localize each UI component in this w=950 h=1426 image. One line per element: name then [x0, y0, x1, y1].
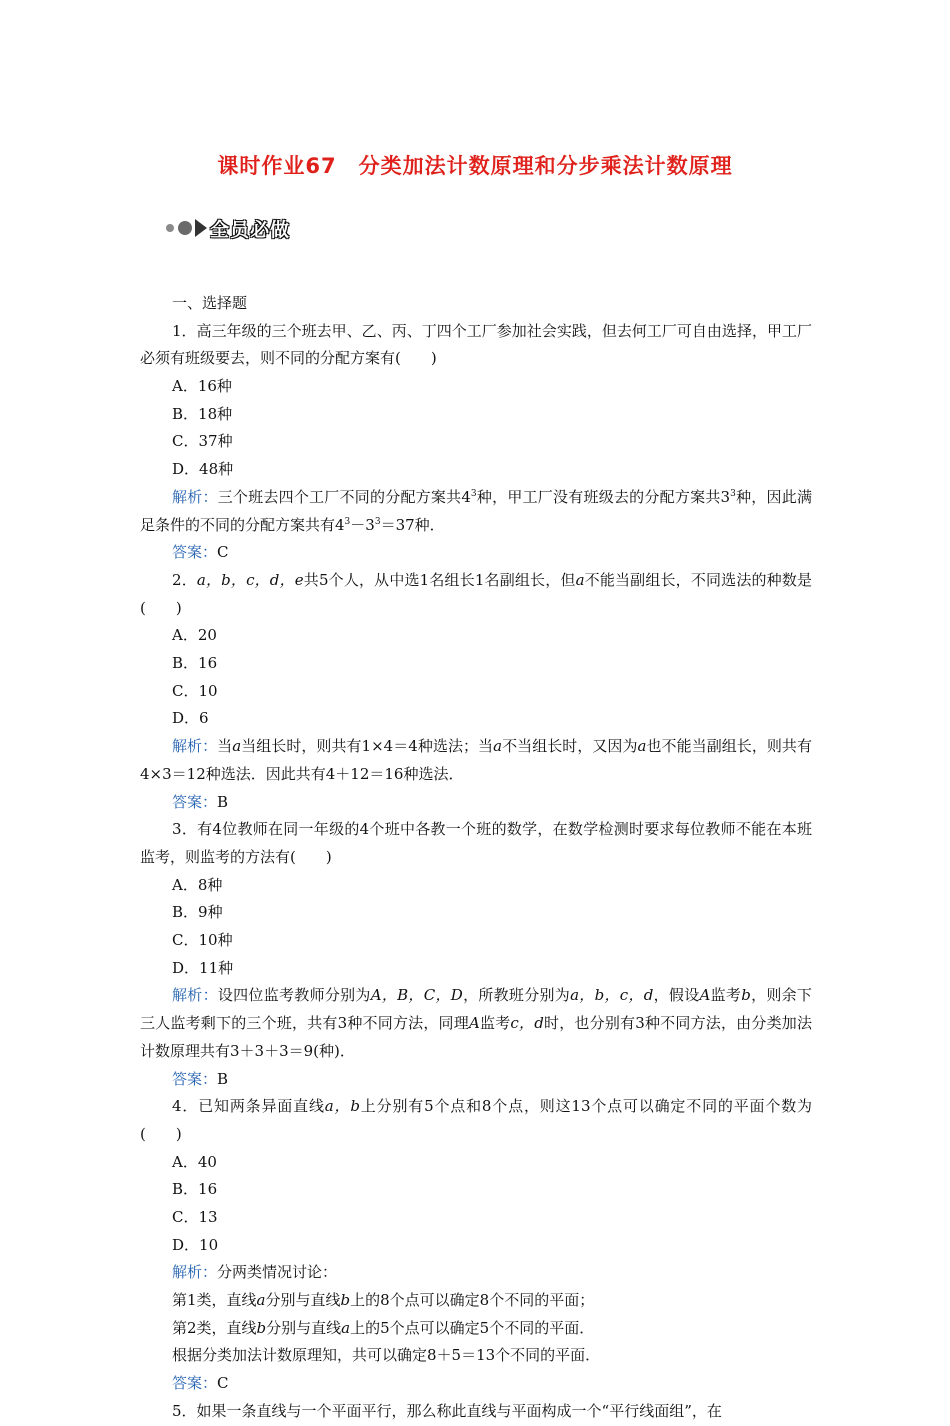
question-3-answer: [140, 1066, 812, 1094]
solution-label: 解析：: [172, 986, 218, 1005]
question-3-solution: 解析：设四位监考教师分别为A，B，C，D，所教班分别为a，b，c，d，假设A监考b，则余下三人监考剩下的三个班，共有3种不同方法，同理A监考c，d时，也分别有3种不同方法，由分类加法计数原理共有3＋3＋3＝9(种)．: [140, 986, 812, 1060]
option-a: A．20: [172, 626, 217, 645]
option-c: C．13: [172, 1207, 218, 1226]
exercise-content: [140, 290, 812, 1426]
option-c: C．10: [172, 681, 218, 700]
question-4-conclusion: 根据分类加法计数原理知，共可以确定8＋5＝13个不同的平面．: [172, 1346, 601, 1365]
arrow-right-icon: [195, 219, 207, 237]
option-b: B．16: [172, 1180, 218, 1199]
banner-label: 全员必做: [210, 218, 291, 241]
answer-label: 答案：: [172, 792, 218, 811]
question-2-answer: [140, 789, 812, 817]
question-4-stem: 4．已知两条异面直线a，b上分别有5个点和8个点，则这13个点可以确定不同的平面个数为( ): [140, 1097, 813, 1143]
answer-value: B: [217, 1069, 229, 1088]
question-4-case-1: 第1类，直线a分别与直线b上的8个点可以确定8个不同的平面；: [172, 1291, 595, 1310]
answer-label: 答案：: [172, 1069, 218, 1088]
question-4-solution: 解析：分两类情况讨论：: [172, 1263, 338, 1282]
question-2-options: [140, 622, 812, 733]
question-3-stem: 3．有4位教师在同一年级的4个班中各教一个班的数学，在数学检测时要求每位教师不能在本班监考，则监考的方法有( ): [140, 820, 812, 866]
option-b: B．9种: [172, 903, 223, 922]
bullet-circle-icon: [178, 221, 192, 235]
section-banner: [166, 214, 290, 242]
solution-label: 解析：: [172, 1263, 218, 1282]
answer-value: C: [217, 1374, 229, 1393]
question-5-stem: 5．如果一条直线与一个平面平行，那么称此直线与平面构成一个“平行线面组”，在: [172, 1401, 722, 1420]
question-4-answer: [140, 1370, 812, 1398]
option-a: A．16种: [172, 377, 232, 396]
question-4-options: [140, 1149, 812, 1260]
page-title: 课时作业67 分类加法计数原理和分步乘法计数原理: [217, 154, 733, 178]
option-a: A．40: [172, 1152, 217, 1171]
question-2-solution: 解析：当a当组长时，则共有1×4＝4种选法；当a不当组长时，又因为a也不能当副组长，则共有4×3＝12种选法．因此共有4＋12＝16种选法．: [140, 737, 812, 783]
question-1-stem: 1．高三年级的三个班去甲、乙、丙、丁四个工厂参加社会实践，但去何工厂可自由选择，甲工厂必须有班级要去，则不同的分配方案有( ): [140, 321, 812, 368]
question-1-options: [140, 373, 812, 484]
answer-value: B: [217, 792, 229, 811]
section-heading: 一、选择题: [172, 294, 248, 312]
option-a: A．8种: [172, 875, 223, 894]
question-3-options: [140, 872, 812, 983]
solution-label: 解析：: [172, 737, 218, 756]
option-d: D．48种: [172, 460, 234, 479]
option-c: C．10种: [172, 931, 233, 950]
option-c: C．37种: [172, 432, 233, 451]
answer-label: 答案：: [172, 543, 218, 562]
option-d: D．6: [172, 709, 209, 728]
option-b: B．16: [172, 654, 218, 673]
solution-label: 解析：: [172, 487, 218, 506]
answer-label: 答案：: [172, 1374, 218, 1393]
question-1-solution: 解析：三个班去四个工厂不同的分配方案共$4^3$种，甲工厂没有班级去的分配方案共$3^3$种，因此满足条件的不同的分配方案共有$4^3-3^3=37$种．: [140, 487, 812, 534]
question-4-case-2: 第2类，直线b分别与直线a上的5个点可以确定5个不同的平面．: [172, 1318, 595, 1337]
option-d: D．10: [172, 1235, 219, 1254]
answer-value: C: [217, 543, 229, 562]
option-b: B．18种: [172, 404, 233, 423]
question-2-stem: 2．a，b，c，d，e共5个人，从中选1名组长1名副组长，但a不能当副组长，不同选法的种数是( ): [140, 570, 812, 617]
option-d: D．11种: [172, 958, 234, 977]
bullet-dot-icon: [166, 224, 174, 232]
question-1-answer: [140, 539, 812, 567]
